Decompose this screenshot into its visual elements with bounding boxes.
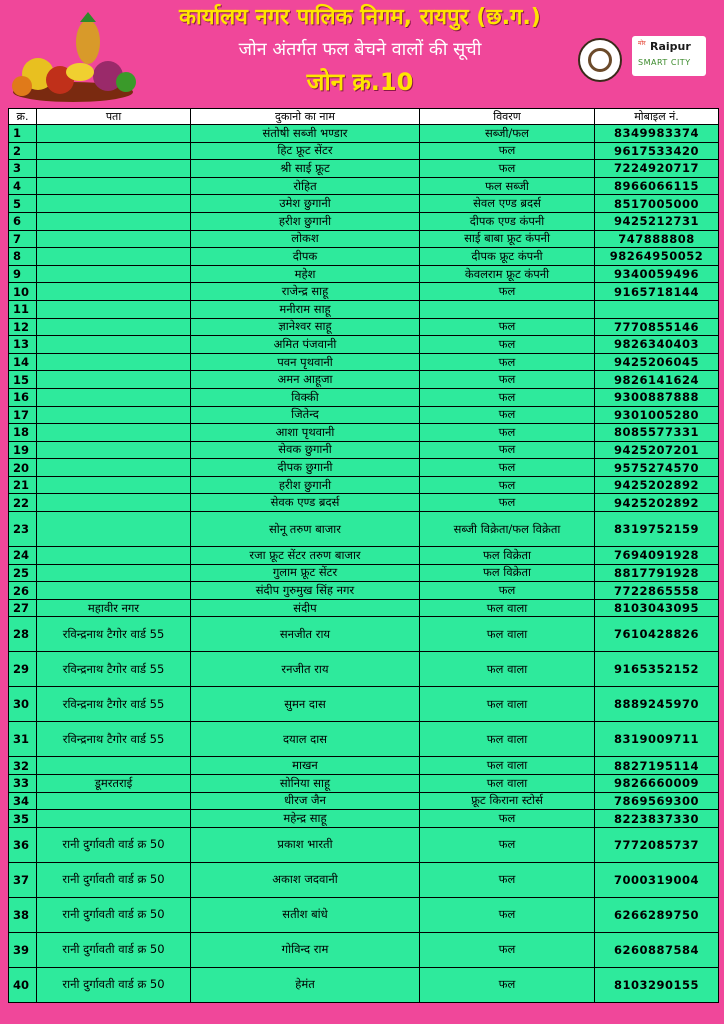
cell-mobile: 9425206045	[595, 353, 719, 371]
table-row	[9, 230, 719, 248]
cell-shop-name: रनजीत राय	[191, 652, 420, 687]
table-row	[9, 459, 719, 477]
table-row	[9, 862, 719, 897]
table-row	[9, 810, 719, 828]
table-row	[9, 283, 719, 301]
cell-shop-name: लोकश	[191, 230, 420, 248]
cell-description: फल	[420, 441, 595, 459]
cell-address: डूमरतराई	[37, 775, 191, 793]
cell-description: फल वाला	[420, 722, 595, 757]
cell-serial: 33	[9, 775, 37, 793]
cell-description: फल वाला	[420, 775, 595, 793]
cell-address	[37, 318, 191, 336]
table-row	[9, 582, 719, 600]
cell-address	[37, 810, 191, 828]
cell-mobile: 9425212731	[595, 212, 719, 230]
cell-address	[37, 512, 191, 547]
cell-mobile: 6260887584	[595, 932, 719, 967]
cell-description: फल	[420, 932, 595, 967]
cell-address	[37, 547, 191, 565]
cell-serial: 22	[9, 494, 37, 512]
cell-description: फल	[420, 424, 595, 442]
cell-serial: 36	[9, 827, 37, 862]
cell-address	[37, 160, 191, 178]
cell-description: केवलराम फ्रूट कंपनी	[420, 265, 595, 283]
cell-description: फल	[420, 283, 595, 301]
cell-serial: 4	[9, 177, 37, 195]
cell-shop-name: दयाल दास	[191, 722, 420, 757]
cell-serial: 31	[9, 722, 37, 757]
table-row	[9, 897, 719, 932]
cell-address	[37, 353, 191, 371]
cell-serial: 10	[9, 283, 37, 301]
cell-mobile: 9826141624	[595, 371, 719, 389]
cell-description: फल	[420, 318, 595, 336]
cell-address	[37, 792, 191, 810]
cell-description: दीपक फ्रूट कंपनी	[420, 248, 595, 266]
cell-shop-name: संतोषी सब्जी भण्डार	[191, 125, 420, 143]
cell-mobile: 8966066115	[595, 177, 719, 195]
cell-description: फल वाला	[420, 757, 595, 775]
table-row	[9, 494, 719, 512]
cell-serial: 1	[9, 125, 37, 143]
cell-mobile: 7694091928	[595, 547, 719, 565]
cell-description: फल	[420, 388, 595, 406]
cell-description: फल	[420, 476, 595, 494]
cell-mobile: 8103290155	[595, 967, 719, 1002]
cell-serial: 34	[9, 792, 37, 810]
cell-mobile: 7869569300	[595, 792, 719, 810]
cell-mobile: 8223837330	[595, 810, 719, 828]
col-header-description: विवरण	[420, 109, 595, 125]
cell-description: फल	[420, 160, 595, 178]
cell-serial: 3	[9, 160, 37, 178]
table-row	[9, 441, 719, 459]
cell-description: फल	[420, 810, 595, 828]
cell-address	[37, 564, 191, 582]
cell-address	[37, 406, 191, 424]
cell-mobile: 8085577331	[595, 424, 719, 442]
cell-description: फल	[420, 827, 595, 862]
cell-address	[37, 283, 191, 301]
cell-serial: 38	[9, 897, 37, 932]
table-row	[9, 300, 719, 318]
office-title: कार्यालय नगर पालिक निगम, रायपुर (छ.ग.)	[179, 5, 541, 30]
cell-serial: 20	[9, 459, 37, 477]
cell-mobile: 8827195114	[595, 757, 719, 775]
cell-mobile: 9826340403	[595, 336, 719, 354]
table-header-row	[9, 109, 719, 125]
cell-shop-name: गुलाम फ्रूट सेंटर	[191, 564, 420, 582]
cell-description: फल	[420, 353, 595, 371]
cell-shop-name: सोनिया साहू	[191, 775, 420, 793]
table-row	[9, 652, 719, 687]
cell-address	[37, 388, 191, 406]
cell-shop-name: रजा फ्रूट सेंटर तरुण बाजार	[191, 547, 420, 565]
cell-shop-name: सुमन दास	[191, 687, 420, 722]
col-header-mobile: मोबाइल नं.	[595, 109, 719, 125]
cell-shop-name: विक्की	[191, 388, 420, 406]
cell-serial: 2	[9, 142, 37, 160]
table-row	[9, 353, 719, 371]
cell-serial: 30	[9, 687, 37, 722]
cell-shop-name: संदीप गुरुमुख सिंह नगर	[191, 582, 420, 600]
cell-shop-name: राजेन्द्र साहू	[191, 283, 420, 301]
cell-mobile: 9165718144	[595, 283, 719, 301]
table-row	[9, 599, 719, 617]
table-row	[9, 967, 719, 1002]
cell-mobile: 8319752159	[595, 512, 719, 547]
cell-description: फल वाला	[420, 687, 595, 722]
cell-shop-name: महेश	[191, 265, 420, 283]
cell-description: साई बाबा फ्रूट कंपनी	[420, 230, 595, 248]
cell-serial: 27	[9, 599, 37, 617]
cell-serial: 23	[9, 512, 37, 547]
col-header-shop-name: दुकानो का नाम	[191, 109, 420, 125]
cell-serial: 12	[9, 318, 37, 336]
cell-address	[37, 582, 191, 600]
cell-mobile: 8817791928	[595, 564, 719, 582]
cell-address	[37, 757, 191, 775]
cell-address	[37, 142, 191, 160]
cell-description: फल वाला	[420, 599, 595, 617]
cell-shop-name: हेमंत	[191, 967, 420, 1002]
cell-mobile: 8103043095	[595, 599, 719, 617]
cell-shop-name: हरीश छुगानी	[191, 212, 420, 230]
cell-address	[37, 195, 191, 213]
cell-mobile: 9617533420	[595, 142, 719, 160]
cell-shop-name: प्रकाश भारती	[191, 827, 420, 862]
cell-mobile: 8517005000	[595, 195, 719, 213]
cell-description: फल	[420, 967, 595, 1002]
cell-mobile: 8319009711	[595, 722, 719, 757]
cell-address: रानी दुर्गावती वार्ड क्र 50	[37, 827, 191, 862]
cell-mobile: 9425202892	[595, 476, 719, 494]
cell-address	[37, 336, 191, 354]
cell-mobile: 9301005280	[595, 406, 719, 424]
cell-shop-name: सोनू तरुण बाजार	[191, 512, 420, 547]
cell-mobile: 8889245970	[595, 687, 719, 722]
cell-shop-name: संदीप	[191, 599, 420, 617]
cell-address	[37, 248, 191, 266]
cell-address	[37, 441, 191, 459]
cell-shop-name: ज्ञानेश्वर साहू	[191, 318, 420, 336]
cell-mobile	[595, 300, 719, 318]
cell-serial: 5	[9, 195, 37, 213]
cell-mobile: 7000319004	[595, 862, 719, 897]
municipal-seal-icon	[578, 38, 622, 82]
cell-shop-name: अमित पंजवानी	[191, 336, 420, 354]
cell-shop-name: गोविन्द राम	[191, 932, 420, 967]
cell-shop-name: मनीराम साहू	[191, 300, 420, 318]
cell-address: रानी दुर्गावती वार्ड क्र 50	[37, 967, 191, 1002]
table-row	[9, 827, 719, 862]
cell-address: महावीर नगर	[37, 599, 191, 617]
table-row	[9, 476, 719, 494]
cell-mobile: 9425202892	[595, 494, 719, 512]
cell-serial: 9	[9, 265, 37, 283]
cell-shop-name: पवन पृथवानी	[191, 353, 420, 371]
table-row	[9, 177, 719, 195]
vendor-table	[8, 108, 719, 1003]
cell-address: रानी दुर्गावती वार्ड क्र 50	[37, 897, 191, 932]
cell-serial: 19	[9, 441, 37, 459]
cell-mobile: 9340059496	[595, 265, 719, 283]
cell-mobile: 6266289750	[595, 897, 719, 932]
cell-shop-name: श्री साई फ्रूट	[191, 160, 420, 178]
cell-serial: 37	[9, 862, 37, 897]
table-row	[9, 424, 719, 442]
cell-description: फल सब्जी	[420, 177, 595, 195]
cell-address	[37, 265, 191, 283]
logo-city-text: Raipur	[650, 40, 691, 53]
cell-description: फल	[420, 336, 595, 354]
table-row	[9, 371, 719, 389]
cell-shop-name: उमेश छुगानी	[191, 195, 420, 213]
cell-shop-name: दीपक छुगानी	[191, 459, 420, 477]
cell-shop-name: आशा पृथवानी	[191, 424, 420, 442]
cell-mobile: 9575274570	[595, 459, 719, 477]
cell-serial: 15	[9, 371, 37, 389]
fruit-basket-image	[8, 12, 138, 104]
cell-serial: 25	[9, 564, 37, 582]
cell-serial: 16	[9, 388, 37, 406]
cell-address	[37, 494, 191, 512]
cell-shop-name: हरीश छुगानी	[191, 476, 420, 494]
cell-shop-name: अमन आहूजा	[191, 371, 420, 389]
cell-shop-name: सतीश बांधे	[191, 897, 420, 932]
cell-shop-name: महेन्द्र साहू	[191, 810, 420, 828]
table-row	[9, 564, 719, 582]
cell-mobile: 8349983374	[595, 125, 719, 143]
cell-serial: 13	[9, 336, 37, 354]
cell-description: सेवल एण्ड ब्रदर्स	[420, 195, 595, 213]
cell-serial: 28	[9, 617, 37, 652]
cell-description	[420, 300, 595, 318]
col-header-serial: क्र.	[9, 109, 37, 125]
table-row	[9, 212, 719, 230]
cell-mobile: 9425207201	[595, 441, 719, 459]
cell-description: फल वाला	[420, 652, 595, 687]
cell-serial: 7	[9, 230, 37, 248]
cell-serial: 26	[9, 582, 37, 600]
table-row	[9, 792, 719, 810]
table-row	[9, 265, 719, 283]
cell-address	[37, 212, 191, 230]
zone-number: जोन क्र.10	[306, 68, 414, 96]
cell-serial: 6	[9, 212, 37, 230]
table-row	[9, 775, 719, 793]
cell-mobile: 9165352152	[595, 652, 719, 687]
cell-shop-name: सेवक छुगानी	[191, 441, 420, 459]
cell-mobile: 7610428826	[595, 617, 719, 652]
cell-address	[37, 230, 191, 248]
cell-serial: 18	[9, 424, 37, 442]
cell-serial: 11	[9, 300, 37, 318]
cell-serial: 32	[9, 757, 37, 775]
table-row	[9, 160, 719, 178]
table-row	[9, 547, 719, 565]
cell-description: फल	[420, 371, 595, 389]
cell-shop-name: दीपक	[191, 248, 420, 266]
cell-description: फल	[420, 897, 595, 932]
cell-address: रविन्द्रनाथ टैगोर वार्ड 55	[37, 687, 191, 722]
logo-small-text: मोर	[638, 40, 646, 47]
table-row	[9, 932, 719, 967]
cell-mobile: 7772085737	[595, 827, 719, 862]
list-subtitle: जोन अंतर्गत फल बेचने वालों की सूची	[238, 39, 482, 60]
header	[0, 0, 724, 107]
cell-serial: 40	[9, 967, 37, 1002]
table-row	[9, 406, 719, 424]
cell-address	[37, 476, 191, 494]
cell-description: फल	[420, 142, 595, 160]
cell-description: फल वाला	[420, 617, 595, 652]
cell-serial: 8	[9, 248, 37, 266]
cell-shop-name: रोहित	[191, 177, 420, 195]
cell-description: सब्जी/फल	[420, 125, 595, 143]
table-row	[9, 757, 719, 775]
table-row	[9, 142, 719, 160]
cell-address	[37, 424, 191, 442]
cell-address	[37, 125, 191, 143]
cell-description: फल	[420, 494, 595, 512]
cell-serial: 29	[9, 652, 37, 687]
cell-address: रानी दुर्गावती वार्ड क्र 50	[37, 862, 191, 897]
cell-address: रविन्द्रनाथ टैगोर वार्ड 55	[37, 617, 191, 652]
table-row	[9, 336, 719, 354]
table-row	[9, 617, 719, 652]
cell-shop-name: सेवक एण्ड ब्रदर्स	[191, 494, 420, 512]
cell-serial: 24	[9, 547, 37, 565]
cell-serial: 39	[9, 932, 37, 967]
cell-serial: 21	[9, 476, 37, 494]
cell-mobile: 7722865558	[595, 582, 719, 600]
cell-address: रानी दुर्गावती वार्ड क्र 50	[37, 932, 191, 967]
cell-serial: 17	[9, 406, 37, 424]
cell-mobile: 98264950052	[595, 248, 719, 266]
table-row	[9, 722, 719, 757]
cell-address: रविन्द्रनाथ टैगोर वार्ड 55	[37, 652, 191, 687]
cell-address	[37, 459, 191, 477]
cell-address	[37, 300, 191, 318]
table-row	[9, 318, 719, 336]
cell-mobile: 9300887888	[595, 388, 719, 406]
cell-mobile: 9826660009	[595, 775, 719, 793]
cell-address	[37, 371, 191, 389]
cell-shop-name: माखन	[191, 757, 420, 775]
cell-address: रविन्द्रनाथ टैगोर वार्ड 55	[37, 722, 191, 757]
table-row	[9, 125, 719, 143]
cell-mobile: 7770855146	[595, 318, 719, 336]
logo-tag-text: SMART CITY	[638, 58, 691, 67]
cell-description: दीपक एण्ड कंपनी	[420, 212, 595, 230]
table-row	[9, 248, 719, 266]
cell-shop-name: सनजीत राय	[191, 617, 420, 652]
cell-description: फल	[420, 582, 595, 600]
smart-city-logo	[632, 36, 706, 76]
col-header-address: पता	[37, 109, 191, 125]
cell-shop-name: अकाश जदवानी	[191, 862, 420, 897]
cell-shop-name: धीरज जैन	[191, 792, 420, 810]
table-row	[9, 512, 719, 547]
cell-mobile: 747888808	[595, 230, 719, 248]
cell-shop-name: जितेन्द	[191, 406, 420, 424]
cell-description: फ्रूट किराना स्टोर्स	[420, 792, 595, 810]
cell-description: फल विक्रेता	[420, 547, 595, 565]
table-row	[9, 195, 719, 213]
table-row	[9, 687, 719, 722]
cell-description: फल	[420, 459, 595, 477]
cell-shop-name: हिट फ्रूट सेंटर	[191, 142, 420, 160]
cell-description: सब्जी विक्रेता/फल विक्रेता	[420, 512, 595, 547]
cell-address	[37, 177, 191, 195]
cell-description: फल	[420, 406, 595, 424]
cell-serial: 14	[9, 353, 37, 371]
cell-serial: 35	[9, 810, 37, 828]
cell-mobile: 7224920717	[595, 160, 719, 178]
cell-description: फल	[420, 862, 595, 897]
table-row	[9, 388, 719, 406]
cell-description: फल विक्रेता	[420, 564, 595, 582]
